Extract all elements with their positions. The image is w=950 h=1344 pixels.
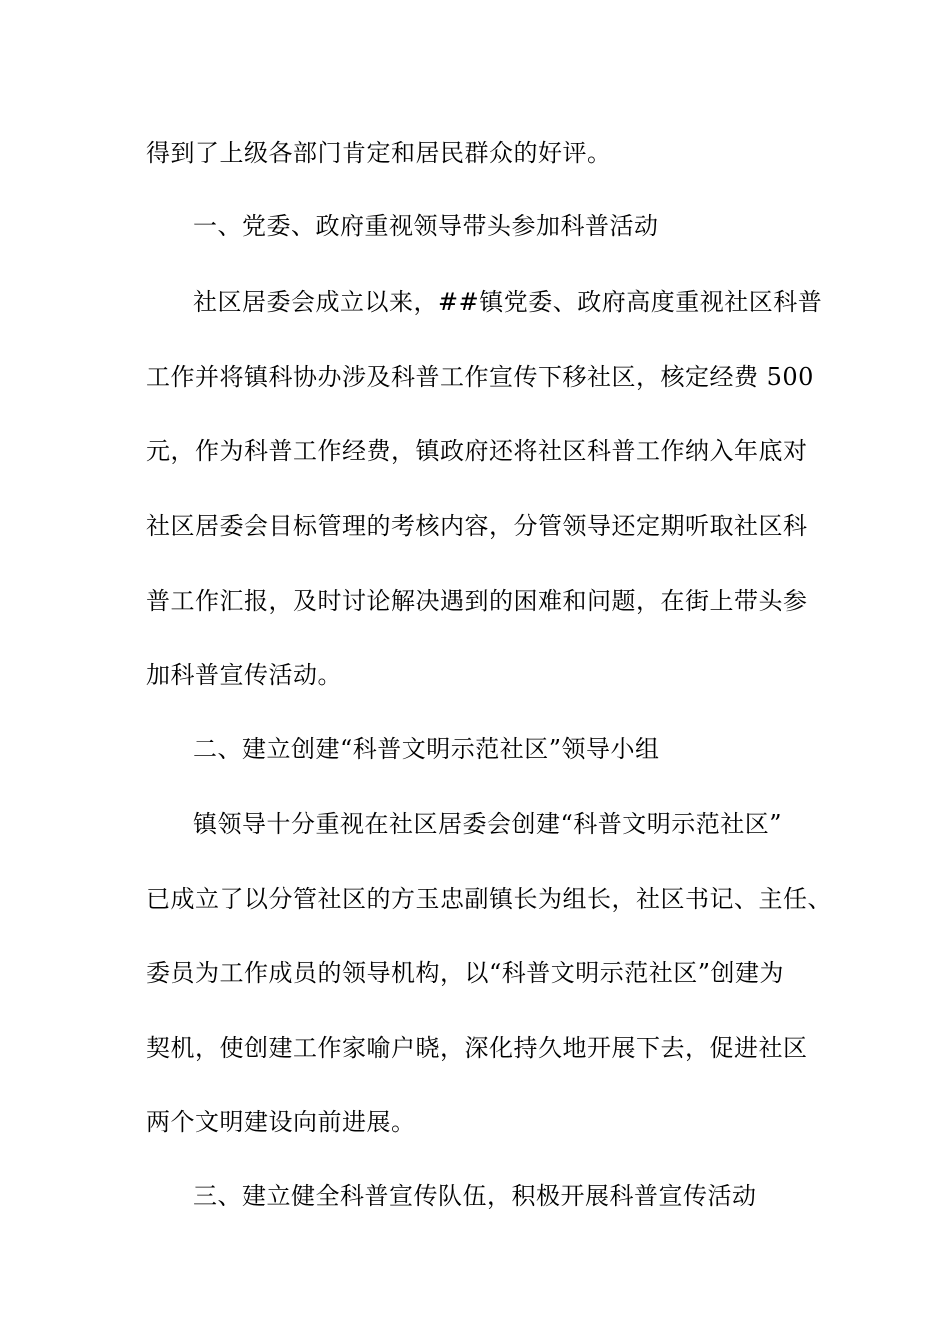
paragraph-line-continuation: 得到了上级各部门肯定和居民群众的好评。	[146, 139, 612, 167]
paragraph-line: 两个文明建设向前进展。	[146, 1108, 416, 1136]
paragraph-line: 已成立了以分管社区的方玉忠副镇长为组长，社区书记、主任、	[146, 885, 832, 913]
paragraph-line: 元，作为科普工作经费，镇政府还将社区科普工作纳入年底对	[146, 437, 808, 465]
section-heading-1: 一、党委、政府重视领导带头参加科普活动	[193, 212, 659, 240]
section-heading-2: 二、建立创建“科普文明示范社区”领导小组	[193, 735, 660, 763]
paragraph-line: 委员为工作成员的领导机构，以“科普文明示范社区”创建为	[146, 959, 785, 987]
section-heading-3: 三、建立健全科普宣传队伍，积极开展科普宣传活动	[193, 1182, 757, 1210]
paragraph-line: 镇领导十分重视在社区居委会创建“科普文明示范社区”	[193, 810, 783, 838]
paragraph-line: 社区居委会目标管理的考核内容，分管领导还定期听取社区科	[146, 512, 808, 540]
paragraph-line: 契机，使创建工作家喻户晓，深化持久地开展下去，促进社区	[146, 1034, 808, 1062]
paragraph-line: 社区居委会成立以来，##镇党委、政府高度重视社区科普	[193, 288, 823, 316]
paragraph-line: 加科普宣传活动。	[146, 661, 342, 689]
paragraph-line: 工作并将镇科协办涉及科普工作宣传下移社区，核定经费 500	[146, 363, 814, 391]
paragraph-line: 普工作汇报，及时讨论解决遇到的困难和问题，在街上带头参	[146, 587, 808, 615]
